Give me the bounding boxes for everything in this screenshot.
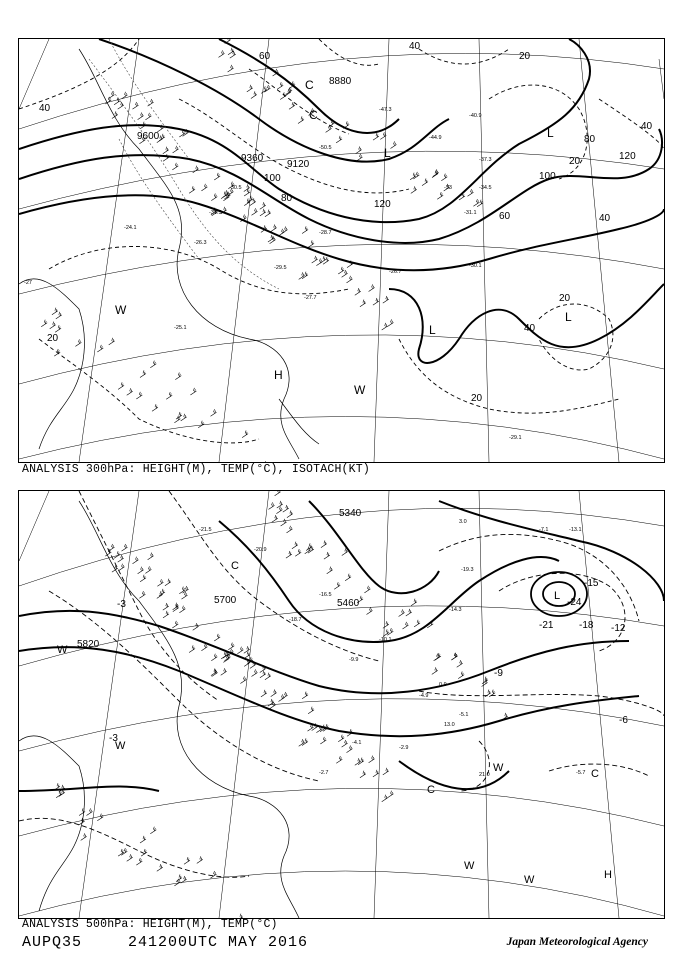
wind-barb-icon [473,199,479,206]
low-center: L [547,126,554,140]
wind-barb-icon [283,505,289,512]
wind-barb-icon [174,879,180,886]
wind-barb-icon [157,591,163,598]
wind-barb-icon [312,256,318,263]
wind-barb-icon [197,856,203,863]
warm-center: W [115,740,126,752]
wind-barb-icon [138,567,144,574]
wind-barb-icon [214,634,220,641]
wind-barb-icon [338,267,344,274]
wind-barb-icon [281,519,287,526]
temp-contour-label: -15 [584,578,599,589]
wind-barb-icon [279,694,285,701]
wind-barb-icon [109,338,115,345]
wind-barb-icon [219,50,225,57]
temp-contour-label: -3 [109,733,118,744]
low-center: L [429,323,436,337]
wind-barb-icon [166,392,172,399]
wind-barb-icon [414,620,420,627]
wind-barb-icon [172,621,178,628]
wind-barb-icon [163,611,169,618]
wind-barb-icon [55,325,61,332]
high-center: H [274,368,283,382]
wind-barb-icon [269,502,275,509]
temp-value: -28.7 [319,230,332,236]
map-500hpa-canvas [19,491,664,918]
wind-barb-icon [295,549,301,556]
wind-barb-icon [373,770,379,777]
wind-barb-icon [441,174,447,181]
temp-value: -2.7 [319,770,329,776]
wind-barb-icon [432,667,438,674]
wind-barb-icon [127,854,133,861]
wind-barb-icon [347,276,353,283]
wind-barb-icon [388,319,394,326]
wind-barb-icon [355,758,361,765]
wind-barb-icon [373,298,379,305]
temperature-contour-labels [109,578,628,744]
temp-value: -4.1 [352,740,362,746]
wind-barb-icon [287,511,293,518]
wind-barb-icon [364,586,370,593]
temp-value: -30.1 [469,263,482,269]
temp-value: -14.3 [449,607,462,613]
wind-barb-icon [41,320,47,327]
temp-value: -13.1 [569,527,582,533]
wind-barb-icon [163,603,169,610]
wind-barb-icon [287,526,293,533]
height-label: 5460 [337,598,360,609]
wind-barb-icon [189,645,195,652]
valid-time: 241200UTC MAY 2016 [128,934,309,951]
isotach-label: 20 [471,393,483,404]
temp-value: -18.7 [289,617,302,623]
temp-value: -50.5 [319,145,332,151]
wind-barb-icon [211,871,217,878]
wind-barb-icon [411,186,417,193]
wind-barb-icon [240,676,246,683]
agency-name: Japan Meteorological Agency [506,936,648,948]
wind-barb-icon [382,795,388,802]
wind-barb-icon [299,739,305,746]
temp-value: -9.9 [349,657,359,663]
wind-barb-icon [87,808,93,815]
wind-barb-icon [175,373,181,380]
wind-barb-icon [173,146,179,153]
temp-value: -4.9 [419,693,429,699]
wind-barb-icon [367,607,373,614]
wind-barb-icon [369,756,375,763]
wind-barb-icon [383,621,389,628]
wind-barb-icon [308,707,314,714]
isotach-label: 40 [599,213,611,224]
wind-barb-icon [198,421,204,428]
isotach-label: 100 [264,173,281,184]
height-label: 9600 [137,131,160,142]
wind-barb-icon [75,339,81,346]
caption-500hpa: ANALYSIS 500hPa: HEIGHT(M), TEMP(°C) [22,918,278,931]
station-plots-300hpa [41,39,483,462]
wind-barb-icon [118,102,124,109]
wind-barb-icon [260,202,266,209]
temp-value: -29.1 [509,435,522,441]
temp-value: -26.3 [194,240,207,246]
map-300hpa-canvas [19,39,664,462]
temp-value: -26.7 [389,269,402,275]
wind-barb-icon [382,323,388,330]
height-label: 9120 [287,159,310,170]
temp-value: -27 [24,280,32,286]
temp-contour-label: -21 [539,620,554,631]
temp-value: -29.5 [274,265,287,271]
temp-value: -25.1 [174,325,187,331]
wind-barb-icon [403,622,409,629]
wind-barb-icon [252,669,258,676]
wind-barb-icon [133,102,139,109]
graticule-longitude [19,491,619,918]
wind-barb-icon [157,864,163,871]
wind-barb-icon [324,552,330,559]
wind-barb-icon [211,669,217,676]
wind-barb-icon [271,690,277,697]
wind-barb-icon [347,746,353,753]
isotach-label: 80 [281,193,293,204]
wind-barb-icon [373,133,379,140]
wind-barb-icon [272,515,278,522]
temp-value: -21.5 [199,527,212,533]
isotach-label: 40 [409,41,421,52]
temp-value: -2.9 [399,745,409,751]
wind-barb-icon [247,85,253,92]
temp-value: -16.5 [319,592,332,598]
wind-barb-icon [81,833,87,840]
wind-barb-icon [163,147,169,154]
wind-barb-icon [52,308,58,315]
isotach-label: 100 [539,171,556,182]
wind-barb-icon [140,575,146,582]
isotach-label: 20 [47,333,59,344]
wind-barb-icon [292,542,298,549]
isotach-label: 20 [569,156,581,167]
wind-barb-icon [342,740,348,747]
temperature-contours [19,491,664,877]
wind-barb-icon [211,654,217,661]
wind-barb-icon [190,388,196,395]
caption-300hpa: ANALYSIS 300hPa: HEIGHT(M), TEMP(°C), ISOTACH(KT) [22,463,370,476]
wind-barb-icon [242,431,248,438]
wind-barb-icon [184,857,190,864]
wind-barb-icon [260,209,266,216]
temp-value: -40.9 [469,113,482,119]
temp-value: -47.3 [379,107,392,113]
wind-barb-icon [399,609,405,616]
wind-barb-icon [356,147,362,154]
station-plots-500hpa [54,491,508,918]
wind-barb-icon [320,737,326,744]
wind-barb-icon [182,592,188,599]
wind-barb-icon [355,288,361,295]
wind-barb-icon [181,414,187,421]
isotach-label: 60 [499,211,511,222]
wind-barb-icon [268,235,274,242]
wind-barb-icon [122,544,128,551]
wind-barb-icon [387,628,393,635]
wind-barb-icon [157,579,163,586]
wind-barb-icon [289,102,295,109]
temp-value: 3.0 [459,519,467,525]
wind-barb-icon [360,771,366,778]
wind-barb-icon [457,660,463,667]
wind-barb-icon [391,141,397,148]
temp-value: -33 [444,185,452,191]
low-center: L [554,590,561,602]
wind-barb-icon [201,184,207,191]
wind-barb-icon [133,557,139,564]
wind-barb-icon [299,272,305,279]
wind-barb-icon [262,461,268,462]
warm-center: W [354,383,366,397]
wind-barb-icon [298,116,304,123]
isotach-label: 120 [374,199,391,210]
temp-contour-label: -18 [579,620,594,631]
low-center: L [565,310,572,324]
isotach-label: 20 [519,51,531,62]
wind-barb-icon [145,113,151,120]
wind-barb-icon [277,82,283,89]
wind-barb-icon [271,225,277,232]
wind-barb-icon [302,226,308,233]
isotach-label: 60 [259,51,271,62]
wind-barb-icon [308,240,314,247]
wind-barb-icon [152,404,158,411]
high-center: H [604,869,612,881]
wind-barb-icon [334,582,340,589]
wind-barb-icon [165,579,171,586]
map-panel-500hpa [18,490,665,919]
coastline [19,501,299,918]
height-label: 5340 [339,508,362,519]
cold-center: C [427,784,435,796]
wind-barb-icon [458,672,464,679]
wind-barb-icon [211,194,217,201]
cold-center: C [309,108,318,122]
wind-barb-icon [127,388,133,395]
wind-barb-icon [138,113,144,120]
wind-barb-icon [326,125,332,132]
wind-barb-icon [119,564,125,571]
wind-barb-icon [437,192,443,199]
wind-barb-icon [265,210,271,217]
wind-barb-icon [410,173,416,180]
warm-center: W [524,874,535,886]
wind-barb-icon [97,345,103,352]
isotach-label: 80 [584,134,596,145]
wind-barb-icon [118,849,124,856]
temp-value: 21.0 [479,772,490,778]
wind-barb-icon [383,296,389,303]
height-label: 9360 [241,153,264,164]
wind-barb-icon [237,647,243,654]
wind-barb-icon [150,827,156,834]
wind-barb-icon [230,51,236,58]
warm-center: W [493,762,504,774]
wind-barb-icon [193,166,199,173]
wind-barb-icon [223,655,229,662]
temp-value: -7.1 [539,527,549,533]
wind-barb-icon [261,86,267,93]
wind-barb-icon [286,551,292,558]
wind-barb-icon [97,814,103,821]
wind-barb-icon [261,690,267,697]
wind-barb-icon [179,587,185,594]
wind-barb-icon [336,136,342,143]
wind-barb-icon [406,609,412,616]
wind-barb-icon [228,65,234,72]
wind-barb-icon [140,836,146,843]
wind-barb-icon [422,179,428,186]
wind-barb-icon [252,208,258,215]
wind-barb-icon [193,623,199,630]
wind-barb-icon [148,553,154,560]
temp-value: -10.1 [379,637,392,643]
wind-barb-icon [172,163,178,170]
temperature-contours [89,39,279,289]
wind-barb-icon [150,361,156,368]
temp-value: -5.7 [576,770,586,776]
wind-barb-icon [140,370,146,377]
wind-barb-icon [114,98,120,105]
temp-value: -31.1 [464,210,477,216]
wind-barb-icon [285,89,291,96]
temp-value: -37.3 [479,157,492,163]
temp-value: -20.9 [254,547,267,553]
wind-barb-icon [201,644,207,651]
temp-value: -34.5 [479,185,492,191]
wind-barb-icon [327,567,333,574]
wind-barb-icon [250,198,256,205]
temp-value: 0.9 [439,682,447,688]
cold-center: C [591,768,599,780]
wind-barb-icon [221,668,227,675]
temp-contour-label: -3 [117,599,126,610]
wind-barb-icon [383,768,389,775]
wind-barb-icon [136,392,142,399]
temperature-samples-300hpa [24,107,522,441]
wind-barb-icon [118,382,124,389]
wind-barb-icon [345,574,351,581]
temp-value: -30.5 [229,185,242,191]
isotach-label: 40 [39,103,51,114]
height-label: 5820 [77,639,100,650]
temp-value: -5.1 [459,712,469,718]
wind-barb-icon [244,646,250,653]
temp-contour-label: -6 [619,715,628,726]
temp-contour-label: -9 [494,668,503,679]
wind-barb-icon [179,606,185,613]
graticule-longitude [19,39,664,462]
temp-value: -24.1 [124,225,137,231]
low-center: L [384,146,391,160]
wind-barb-icon [109,544,115,551]
wind-barb-icon [279,229,285,236]
wind-barb-icon [118,555,124,562]
wind-barb-icon [251,91,257,98]
wind-barb-icon [264,85,270,92]
cold-center: C [305,78,314,92]
wind-barb-icon [302,692,308,699]
temp-contour-label: -12 [611,623,626,634]
wind-barb-icon [357,154,363,161]
isotach-label: 40 [524,323,536,334]
warm-center: W [115,303,127,317]
wind-barb-icon [145,566,151,573]
isotach-label: 20 [559,293,571,304]
wind-barb-icon [369,284,375,291]
wind-barb-icon [50,322,56,329]
warm-center: W [464,860,475,872]
temp-value: 13.0 [444,722,455,728]
temp-value: -31.5 [209,210,222,216]
temp-value: -19.3 [461,567,474,573]
temp-value: -44.9 [429,135,442,141]
height-label: 5700 [214,595,237,606]
temp-contour-label: -24 [567,597,582,608]
wind-barb-icon [336,756,342,763]
height-label: 8880 [329,76,352,87]
wind-barb-icon [136,858,142,865]
wind-barb-icon [277,501,283,508]
temp-value: -27.7 [304,295,317,301]
wind-barb-icon [56,312,62,319]
isotach-label: 120 [619,151,636,162]
cold-center: C [231,560,239,572]
wind-barb-icon [211,409,217,416]
isotach-label: 40 [641,121,653,132]
wind-barb-icon [214,173,220,180]
warm-center: W [57,644,68,656]
wind-barb-icon [302,738,308,745]
wind-barb-icon [244,189,250,196]
wind-barb-icon [139,591,145,598]
wind-barb-icon [360,300,366,307]
wind-barb-icon [114,551,120,558]
chart-code: AUPQ35 [22,934,83,951]
wind-barb-icon [338,735,344,742]
map-panel-300hpa [18,38,665,463]
wind-barb-icon [388,791,394,798]
wind-barb-icon [321,541,327,548]
wind-barb-icon [411,599,417,606]
wind-barb-icon [275,491,281,496]
wind-barb-icon [148,99,154,106]
wind-barb-icon [189,186,195,193]
wind-barb-icon [468,189,474,196]
